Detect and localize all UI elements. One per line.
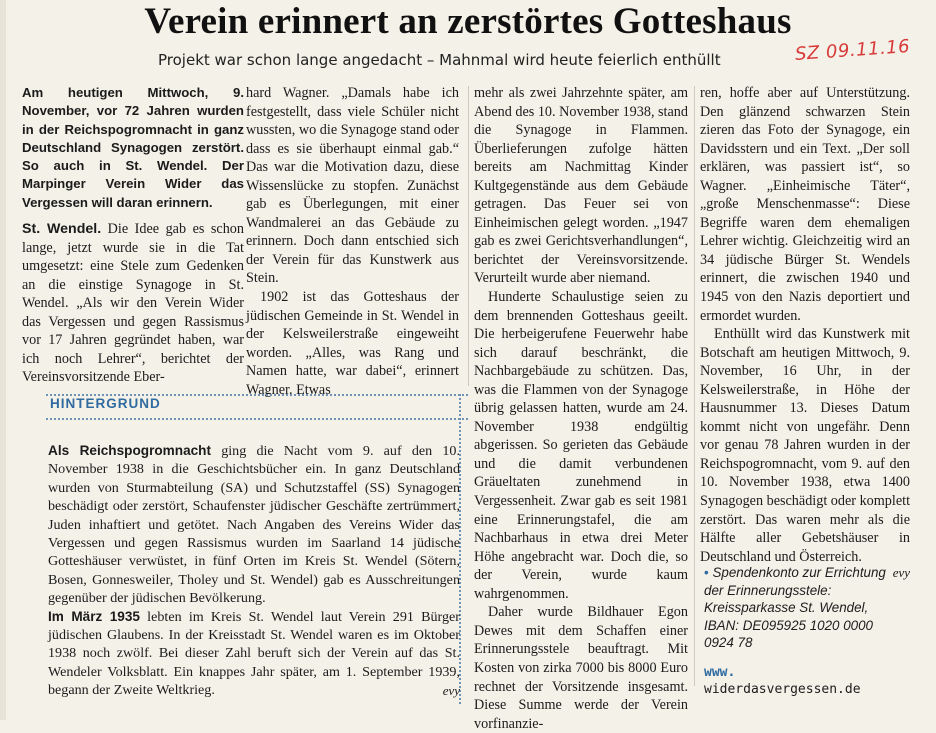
author-signature: evy [892,565,910,581]
headline: Verein erinnert an zerstörtes Gotteshaus [144,1,792,42]
page-edge [0,0,6,720]
website-reference [704,664,904,698]
article-column-4 [700,84,910,580]
article-paragraph: Daher wurde Bildhauer Egon Dewes mit dem Schaffen einer Erinnerungsstele beauftragt. Mit Kosten von zirka 7000 bis 8000 Euro rechnet der Vorsitzende insgesamt. Diese Summe werde der Verein vorfinanzie- [474,604,688,732]
website-url[interactable]: widerdasvergessen.de [704,682,861,697]
info-text: ging die Nacht vom 9. auf den 10. November 1938 in die Geschichtsbücher ein. In ganz Deutschland wurden von Sturmabteilung (SA) und Schutzstaffel (SS) Synagogen beschädigt oder zerstört, Schaufenster jüdischer Geschäfte zertrümmert, Juden inhaftiert und getötet. Nach Angaben des Vereins Wider das Vergessen und gegen Rassismus wurden im Saarland 14 jüdische Gotteshäuser verwüstet, in fünf Orten im Kreis St. Wendel (Sötern, Bosen, Gonnesweiler, Tholey und St. Wendel) gab es Ausschreitungen gegenüber der jüdischen Bevölkerung. [48,443,460,607]
article-paragraph: 1902 ist das Gotteshaus der jüdischen Gemeinde in St. Wendel in der Kelsweilerstraße eingeweiht worden. „Alles, was Rang und Namen hatte, war dabei“, erinnert Wagner. Etwas [246,289,459,398]
article-paragraph: hard Wagner. „Damals habe ich festgestellt, dass viele Schüler nicht wussten, wo die Synagoge stand oder dass es sie überhaupt einmal gab.“ Das war die Motivation dazu, diese Wissenslücke zu stopfen. Zunächst gab es Überlegungen, mit einer Wandmalerei an das Gebäude zu erinnern. Doch dann entschied sich der Verein für das Kunstwerk aus Stein. [246,85,459,287]
info-lead: Als Reichspogromnacht [48,443,212,458]
article-column-1 [22,84,244,387]
dateline: St. Wendel. [22,221,102,238]
article-paragraph: Enthüllt wird das Kunstwerk mit Botschaft am heutigen Mittwoch, 9. November, 16 Uhr, in der Kelsweilerstraße, in Höhe der Hausnummer 13. Dieses Datum kommt nicht von ungefähr. Denn vor genau 78 Jahren wurden in der Reichspogromnacht, vom 9. auf den 10. November 1938, etwa 1400 Synagogen beschädigt oder komplett zerstört. Das waren mehr als die Hälfte aller Gebetshäuser in Deutschland und Österreich. [700,326,911,565]
subtitle: Projekt war schon lange angedacht – Mahnmal wird heute feierlich enthüllt [158,51,721,69]
info-text: lebten im Kreis St. Wendel laut Verein 291 Bürger jüdischen Glaubens. In der Kreisstadt St. Wendel waren es im Oktober 1938 noch zwölf. Bei dieser Zahl beruft sich der Verein auf das St. Wendeler Volksblatt. Ein knappes Jahr später, am 1. September 1939, begann der Zweite Weltkrieg. [48,608,460,699]
bullet-icon: • [704,565,709,580]
handwritten-date-note: SZ 09.11.16 [794,36,911,65]
article-paragraph: Hunderte Schaulustige seien zu dem brennenden Gotteshaus geeilt. Die herbeigerufene Feuerwehr habe sich darauf beschränkt, die Nachbargebäude zu schützen. Das, was die Flammen von der Synagoge übrig gelassen hatten, wurde am 24. November 1938 endgültig abgerissen. So gerieten das Gebäude und die damit verbundenen Gräueltaten zunehmend in Vergessenheit. Zwar gab es seit 1981 eine Erinnerungstafel, die am Nachbarhaus in etwa drei Meter Höhe angebracht war. Doch die, so der Verein, wurde kaum wahrgenommen. [474,289,688,602]
paragraph-text: Die Idee gab es schon lange, jetzt wurde sie in die Tat umgesetzt: eine Stele zum Gedenken an die einstige Synagoge in St. Wendel. „Als wir den Verein Wider das Vergessen und gegen Rassismus vor 17 Jahren gegründet haben, war ich noch Lehrer“, berichtet der Vereinsvorsitzende Eber- [22,221,244,386]
web-prefix: www. [704,665,736,680]
article-column-3 [474,84,688,733]
lead-paragraph: Am heutigen Mittwoch, 9. November, vor 72 Jahren wurden in der Reichspogromnacht in ganz Deutschland Synagogen zerstört. So auch in St. Wendel. Der Marpinger Verein Wider das Vergessen will daran erinnern. [22,85,244,210]
article-paragraph: ren, hoffe aber auf Unterstützung. Den glänzend schwarzen Stein zieren das Foto der Synagoge, ein Davidsstern und ein Text. „Der soll erklären, was passiert ist“, so Wagner. „Einheimische Täter“, „große Menschenmasse“: Diese Begriffe waren dem ehemaligen Lehrer wichtig. Gleichzeitig wird an 34 jüdische Bürger St. Wendels erinnert, die zwischen 1940 und 1945 von den Nazis deportiert und ermordet wurden. [700,85,910,324]
column-divider [694,86,695,686]
author-signature: evy [442,682,460,698]
background-info-text [48,442,460,698]
dotted-rule [46,418,468,420]
article-paragraph: mehr als zwei Jahrzehnte später, am Abend des 10. November 1938, stand die Synagoge in Flammen. Überlieferungen zufolge hätten bereits am Nachmittag Kinder Kultgegenstände aus dem Gebäude getragen. Das Feuer sei von Einheimischen gelegt worden. „1947 gab es zwei Gerichtsverhandlungen“, berichtet der Vereinsvorsitzende. Verurteilt wurde aber niemand. [474,85,688,287]
donation-text: Spendenkonto zur Errichtung der Erinnerungsstele: Kreissparkasse St. Wendel, IBAN: DE095925 1020 0000 0924 78 [704,565,886,650]
info-paragraph [48,442,460,608]
box-heading: HINTERGRUND [50,396,161,411]
donation-account-info [704,564,904,652]
info-lead: Im März 1935 [48,608,140,624]
article-column-2 [246,84,459,399]
column-divider [468,86,469,386]
article-paragraph [22,220,244,387]
